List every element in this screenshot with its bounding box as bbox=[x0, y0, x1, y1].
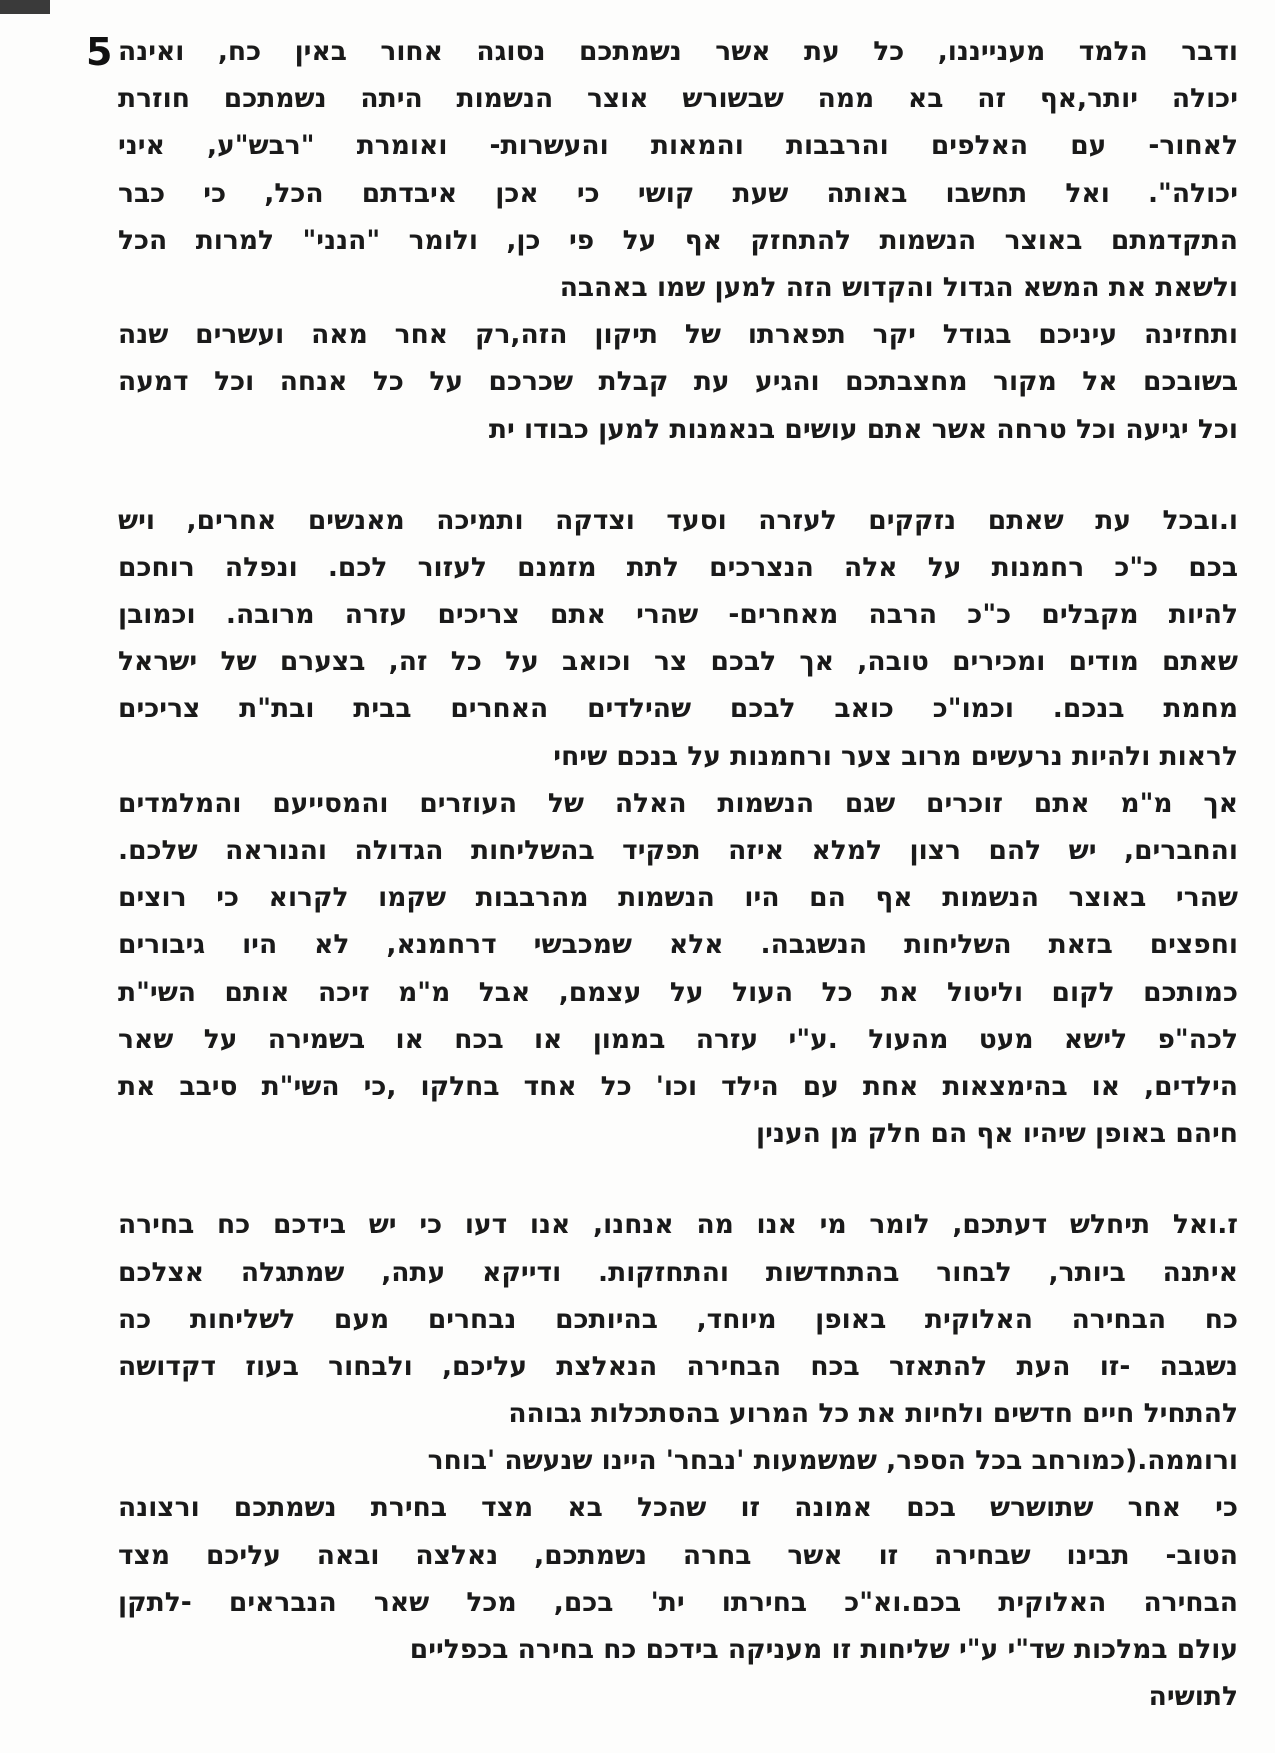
text-line: ותחזינה עיניכם בגודל יקר תפארתו של תיקון הזה,רק אחר מאה ועשרים שנה bbox=[118, 319, 1238, 351]
text-line: ודבר הלמד מענייננו, כל עת אשר נשמתכם נסוגה אחור באין כח, ואינה bbox=[118, 36, 1238, 67]
text-line: הטוב- תבינו שבחירה זו אשר בחרה נשמתכם, נאלצה ובאה עליכם מצד bbox=[118, 1539, 1238, 1571]
text-line: עולם במלכות שד"י ע"י שליחות זו מעניקה בידכם כח בחירה בכפליים bbox=[409, 1634, 1238, 1665]
text-line: וחפצים בזאת השליחות הנשגבה. אלא שמכבשי דרחמנא, לא היו גיבורים bbox=[118, 929, 1238, 961]
text-line: שאתם מודים ומכירים טובה, אך לבכם צר וכואב על כל זה, בצערם של ישראל bbox=[118, 646, 1238, 678]
text-line: לאחור- עם האלפים והרבבות והמאות והעשרות- ואומרת "רבש"ע, איני bbox=[118, 130, 1238, 162]
text-line: לתושיה bbox=[1148, 1681, 1238, 1713]
paragraph-gap bbox=[118, 453, 1238, 497]
scan-edge-shadow bbox=[0, 0, 50, 14]
text-line: ו.ובכל עת שאתם נזקקים לעזרה וסעד וצדקה ותמיכה מאנשים אחרים, ויש bbox=[118, 504, 1238, 536]
text-line: יכולה יותר,אף זה בא ממה שבשורש אוצר הנשמות היתה נשמתכם חוזרת bbox=[118, 83, 1238, 115]
text-line: מחמת בנכם. וכמו"כ כואב לבכם שהילדים האחרים בבית ובת"ת צריכים bbox=[118, 693, 1238, 725]
text-line: בכם כ"כ רחמנות על אלה הנצרכים לתת מזמנם לעזור לכם. ונפלה רוחכם bbox=[118, 551, 1238, 583]
page-number: 5 bbox=[86, 30, 113, 74]
text-line: כח הבחירה האלוקית באופן מיוחד, בהיותכם נבחרים מעם לשליחות כה bbox=[118, 1303, 1238, 1335]
text-line: לראות ולהיות נרעשים מרוב צער ורחמנות על בנכם שיחי bbox=[553, 740, 1238, 772]
text-line: התקדמתם באוצר הנשמות להתחזק אף על פי כן, ולומר "הנני" למרות הכל bbox=[118, 224, 1238, 256]
text-line: ולשאת את המשא הגדול והקדוש הזה למען שמו באהבה bbox=[559, 271, 1238, 303]
body-text bbox=[118, 28, 1238, 1720]
text-line: כי אחר שתושרש בכם אמונה זו שהכל בא מצד בחירת נשמתכם ורצונה bbox=[118, 1492, 1238, 1524]
text-line: יכולה". ואל תחשבו באותה שעת קושי כי אכן איבדתם הכל, כי כבר bbox=[118, 177, 1238, 209]
text-line: ז.ואל תיחלש דעתכם, לומר מי אנו מה אנחנו, אנו דעו כי יש בידכם כח בחירה bbox=[118, 1209, 1238, 1241]
text-line: אך מ"מ אתם זוכרים שגם הנשמות האלה של העוזרים והמסייעם והמלמדים bbox=[118, 787, 1238, 819]
text-line: שהרי באוצר הנשמות אף הם היו הנשמות מהרבבות שקמו לקרוא כי רוצים bbox=[118, 882, 1238, 914]
text-line: איתנה ביותר, לבחור בהתחדשות והתחזקות. ודייקא עתה, שמתגלה אצלכם bbox=[118, 1256, 1238, 1288]
paragraph-2 bbox=[118, 497, 1238, 1158]
paragraph-gap bbox=[118, 1157, 1238, 1201]
paragraph-3 bbox=[118, 1201, 1238, 1720]
text-line: להתחיל חיים חדשים ולחיות את כל המרוע בהסתכלות גבוהה bbox=[508, 1398, 1238, 1430]
text-line: לכה"פ לישא מעט מהעול .ע"י עזרה בממון או בכח או בשמירה על שאר bbox=[118, 1023, 1238, 1055]
text-line: נשגבה -זו העת להתאזר בכח הבחירה הנאלצת עליכם, ולבחור בעוז דקדושה bbox=[118, 1350, 1238, 1382]
text-line: ורוממה.(כמורחב בכל הספר, שמשמעות 'נבחר' היינו שנעשה 'בוחר bbox=[427, 1445, 1238, 1477]
text-line: הילדים, או בהימצאות אחת עם הילד וכו' כל אחד בחלקו ,כי השי"ת סיבב את bbox=[118, 1070, 1238, 1102]
text-line: כמותכם לקום וליטול את כל העול על עצמם, אבל מ"מ זיכה אותם השי"ת bbox=[118, 976, 1238, 1008]
text-line: וכל יגיעה וכל טרחה אשר אתם עושים בנאמנות למען כבודו ית bbox=[488, 413, 1238, 445]
text-line: והחברים, יש להם רצון למלא איזה תפקיד בהשליחות הגדולה והנוראה שלכם. bbox=[118, 835, 1238, 866]
text-line: להיות מקבלים כ"כ הרבה מאחרים- שהרי אתם צריכים עזרה מרובה. וכמובן bbox=[118, 599, 1238, 631]
paragraph-1 bbox=[118, 28, 1238, 453]
text-line: חיהם באופן שיהיו אף הם חלק מן הענין bbox=[756, 1118, 1238, 1150]
text-line: הבחירה האלוקית בכם.וא"כ בחירתו ית' בכם, מכל שאר הנבראים -לתקן bbox=[118, 1586, 1238, 1618]
text-line: בשובכם אל מקור מחצבתכם והגיע עת קבלת שכרכם על כל אנחה וכל דמעה bbox=[118, 366, 1238, 398]
